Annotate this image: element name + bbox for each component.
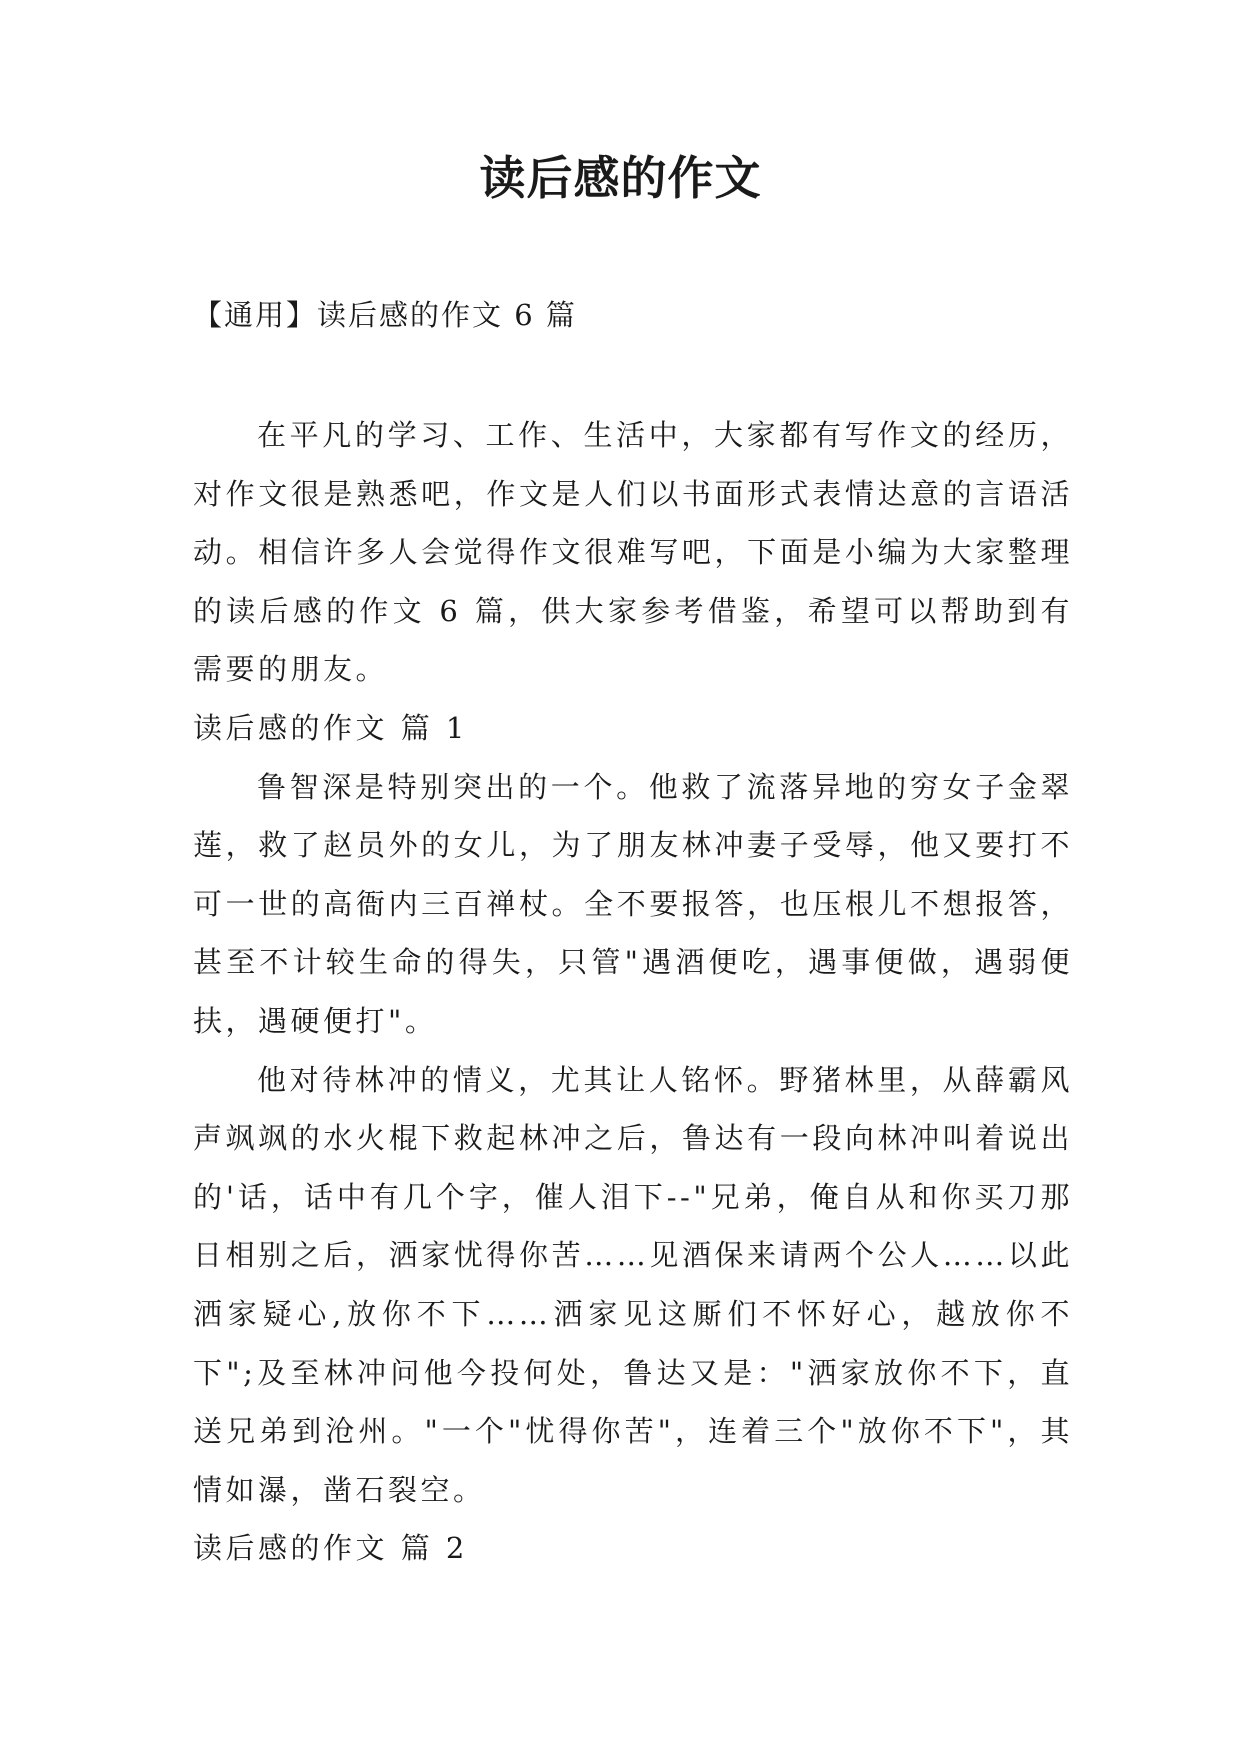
section-1-paragraph-1: 鲁智深是特别突出的一个。他救了流落异地的穷女子金翠莲，救了赵员外的女儿，为了朋友林冲妻子受辱，他又要打不可一世的高衙内三百禅杖。全不要报答，也压根儿不想报答，甚至不计较生命的得失，只管"遇酒便吃，遇事便做，遇弱便扶，遇硬便打"。 bbox=[193, 769, 1073, 1038]
document-body bbox=[193, 406, 1073, 1578]
section-1-heading: 读后感的作文 篇 1 bbox=[193, 710, 468, 745]
section-2-heading: 读后感的作文 篇 2 bbox=[193, 1531, 468, 1566]
document-subtitle: 【通用】读后感的作文 6 篇 bbox=[193, 298, 577, 332]
section-1-paragraph-2: 他对待林冲的情义，尤其让人铭怀。野猪林里，从薛霸风声飒飒的水火棍下救起林冲之后，鲁达有一段向林冲叫着说出的'话，话中有几个字，催人泪下--"兄弟，俺自从和你买刀那日相别之后，洒家忧得你苦……见酒保来请两个公人……以此洒家疑心,放你不下……洒家见这厮们不怀好心，越放你不下";及至林冲问他今投何处，鲁达又是："洒家放你不下，直送兄弟到沧州。"一个"忧得你苦"，连着三个"放你不下"，其情如瀑，凿石裂空。 bbox=[193, 1062, 1073, 1507]
intro-paragraph: 在平凡的学习、工作、生活中，大家都有写作文的经历，对作文很是熟悉吧，作文是人们以书面形式表情达意的言语活动。相信许多人会觉得作文很难写吧，下面是小编为大家整理的读后感的作文 6 篇，供大家参考借鉴，希望可以帮助到有需要的朋友。 bbox=[193, 418, 1073, 687]
document-title: 读后感的作文 bbox=[479, 151, 762, 205]
